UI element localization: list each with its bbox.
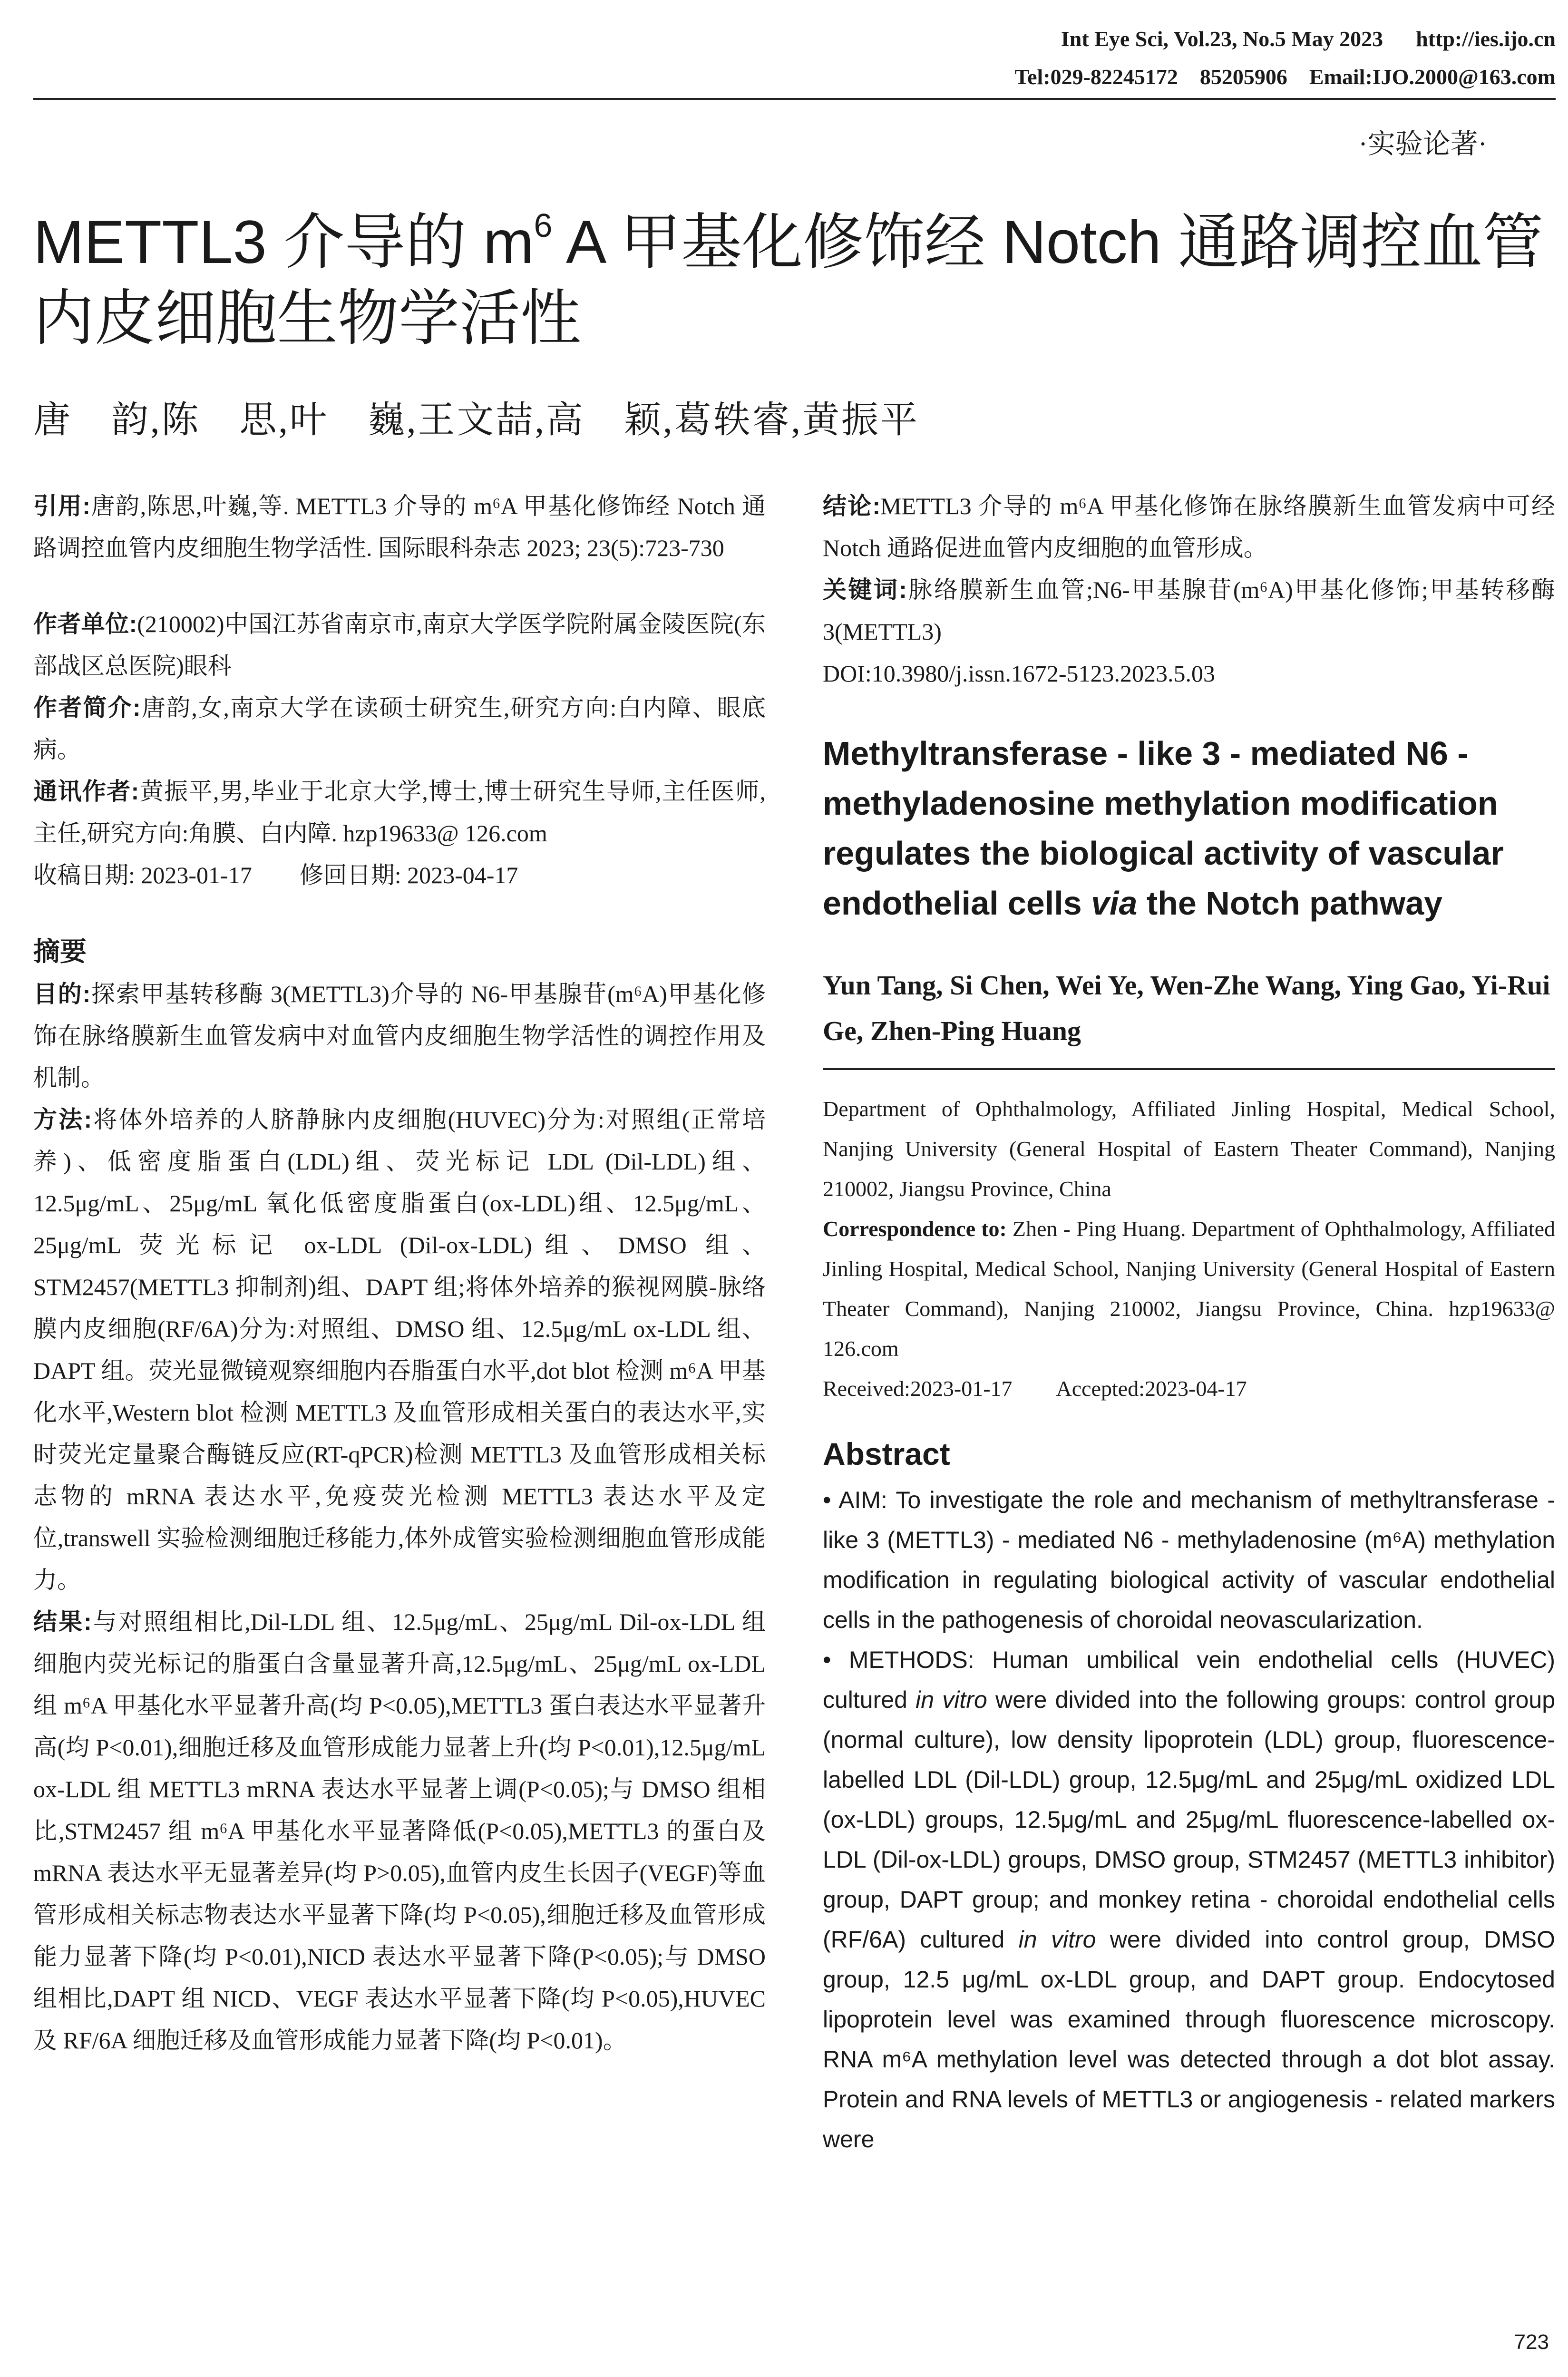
abstract-results-cn — [33, 1601, 766, 2061]
title-part-1: METTL3 介导的 m — [33, 208, 534, 276]
author-list: 唐 韵,陈 思,叶 巍,王文喆,高 颖,葛轶睿,黄振平 — [33, 399, 920, 440]
methods-en-italic-2: in vitro — [1018, 1926, 1096, 1953]
received-dates: 收稿日期: 2023-01-17 修回日期: 2023-04-17 — [33, 862, 518, 888]
aim-text: 探索甲基转移酶 3(METTL3)介导的 N6-甲基腺苷(m⁶A)甲基化修饰在脉络膜新生血管发病中对血管内皮细胞生物学活性的调控作用及机制。 — [33, 981, 766, 1091]
keywords-label: 关键词: — [823, 576, 907, 603]
english-title-part-2: the Notch pathway — [1137, 885, 1443, 922]
author-unit — [33, 603, 766, 687]
affiliation: Department of Ophthalmology, Affiliated Jinling Hospital, Medical School, Nanjing University (General Hospital of Eastern Theater Command), Nanjing 210002, Jiangsu Province, China — [823, 1097, 1555, 1201]
methods-en-part-3: were divided into control group, DMSO group, 12.5 μg/mL ox-LDL group, and DAPT group. Endocytosed lipoprotein level was examined through fluorescence microscopy. RNA m⁶A methylation level was detected through a dot blot assay. Protein and RNA levels of METTL3 or angiogenesis - related markers were — [823, 1926, 1556, 2153]
abstract-aim-cn — [33, 973, 766, 1099]
methods-en-part-2: were divided into the following groups: control group (normal culture), low density lipoprotein (LDL) group, fluorescence-labelled LDL (Dil-LDL) group, 12.5μg/mL and 25μg/mL oxidized LDL (ox-LDL) groups, 12.5μg/mL and 25μg/mL fluorescence-labelled ox-LDL (Dil-ox-LDL) groups, DMSO group, STM2457 (METTL3 inhibitor) group, DAPT group; and monkey retina - choroidal endothelial cells (RF/6A) cultured — [823, 1686, 1555, 1953]
abstract-heading-en: Abstract — [823, 1436, 950, 1471]
english-author-list: Yun Tang, Si Chen, Wei Ye, Wen-Zhe Wang, Ying Gao, Yi-Rui Ge, Zhen-Ping Huang — [823, 970, 1550, 1046]
author-bio — [33, 687, 766, 770]
results-label: 结果: — [33, 1608, 92, 1635]
left-column — [33, 485, 766, 2061]
abstract-conclusion-cn — [823, 485, 1555, 569]
doi: DOI:10.3980/j.issn.1672-5123.2023.5.03 — [823, 660, 1215, 687]
article-title — [33, 205, 1555, 357]
author-bio-text: 唐韵,女,南京大学在读硕士研究生,研究方向:白内障、眼底病。 — [33, 694, 766, 763]
abstract-heading-cn: 摘要 — [33, 936, 87, 966]
keywords-text: 脉络膜新生血管;N6-甲基腺苷(m⁶A)甲基化修饰;甲基转移酶 3(METTL3) — [823, 576, 1555, 645]
abstract-methods-cn — [33, 1099, 766, 1601]
methods-text: 将体外培养的人脐静脉内皮细胞(HUVEC)分为:对照组(正常培养)、低密度脂蛋白(LDL)组、荧光标记 LDL (Dil-LDL)组、12.5μg/mL、25μg/mL 氧化低密度脂蛋白(ox-LDL)组、12.5μg/mL、25μg/mL 荧光标记 ox-LDL (Dil-ox-LDL)组、DMSO 组、STM2457(METTL3 抑制剂)组、DAPT 组;将体外培养的猴视网膜-脉络膜内皮细胞(RF/6A)分为:对照组、DMSO 组、12.5μg/mL ox-LDL 组、DAPT 组。荧光显微镜观察细胞内吞脂蛋白水平,dot blot 检测 m⁶A 甲基化水平,Western blot 检测 METTL3 及血管形成相关蛋白的表达水平,实时荧光定量聚合酶链反应(RT-qPCR)检测 METTL3 及血管形成相关标志物的 mRNA 表达水平,免疫荧光检测 METTL3 表达水平及定位,transwell 实验检测细胞迁移能力,体外成管实验检测细胞血管形成能力。 — [33, 1106, 766, 1593]
english-title-italic: via — [1091, 885, 1138, 922]
corresponding-author-label: 通讯作者: — [33, 778, 139, 805]
affiliation-divider — [823, 1068, 1555, 1070]
english-title — [823, 729, 1555, 928]
conclusion-label: 结论: — [823, 493, 881, 519]
correspondence — [823, 1209, 1555, 1369]
page-number: 723 — [1514, 2330, 1549, 2354]
methods-en-part-1: • METHODS: Human umbilical vein endothelial cells (HUVEC) cultured — [823, 1646, 1555, 1713]
abstract-aim-en: • AIM: To investigate the role and mechanism of methyltransferase - like 3 (METTL3) - mediated N6 - methyladenosine (m⁶A) methylation modification in regulating biological activity of vascular endothelial cells in the pathogenesis of choroidal neovascularization. — [823, 1487, 1555, 1633]
journal-header-line1: Int Eye Sci, Vol.23, No.5 May 2023 http://ies.ijo.cn — [1061, 27, 1556, 51]
title-part-2: A 甲基化修饰经 Notch 通路调控血管内皮细胞生物学活性 — [33, 208, 1544, 352]
correspondence-label: Correspondence to: — [823, 1217, 1007, 1241]
correspondence-text: Zhen - Ping Huang. Department of Ophthalmology, Affiliated Jinling Hospital, Medical School, Nanjing University (General Hospital of Eastern Theater Command), Nanjing 210002, Jiangsu Province, China. hzp19633@ 126.com — [823, 1217, 1555, 1361]
aim-label: 目的: — [33, 981, 91, 1007]
author-unit-text: (210002)中国江苏省南京市,南京大学医学院附属金陵医院(东部战区总医院)眼科 — [33, 611, 766, 679]
section-tag: ·实验论著· — [1358, 128, 1487, 159]
methods-label: 方法: — [33, 1106, 92, 1133]
conclusion-text: METTL3 介导的 m⁶A 甲基化修饰在脉络膜新生血管发病中可经 Notch 通路促进血管内皮细胞的血管形成。 — [823, 493, 1555, 561]
citation-text: 唐韵,陈思,叶巍,等. METTL3 介导的 m⁶A 甲基化修饰经 Notch 通路调控血管内皮细胞生物学活性. 国际眼科杂志 2023; 23(5):723-730 — [33, 493, 766, 561]
english-dates: Received:2023-01-17 Accepted:2023-04-17 — [823, 1376, 1247, 1401]
citation — [33, 485, 766, 569]
results-text: 与对照组相比,Dil-LDL 组、12.5μg/mL、25μg/mL Dil-ox-LDL 组细胞内荧光标记的脂蛋白含量显著升高,12.5μg/mL、25μg/mL ox-LDL 组 m⁶A 甲基化水平显著升高(均 P<0.05),METTL3 蛋白表达水平显著升高(均 P<0.01),细胞迁移及血管形成能力显著上升(均 P<0.01),12.5μg/mL ox-LDL 组 METTL3 mRNA 表达水平显著上调(P<0.05);与 DMSO 组相比,STM2457 组 m⁶A 甲基化水平显著降低(P<0.05),METTL3 的蛋白及 mRNA 表达水平无显著差异(均 P>0.05),血管内皮生长因子(VEGF)等血管形成相关标志物表达水平显著下降(均 P<0.05),细胞迁移及血管形成能力显著下降(均 P<0.01),NICD 表达水平显著下降(P<0.05);与 DMSO 组相比,DAPT 组 NICD、VEGF 表达水平显著下降(均 P<0.05),HUVEC 及 RF/6A 细胞迁移及血管形成能力显著下降(均 P<0.01)。 — [33, 1608, 766, 2054]
keywords-cn — [823, 569, 1555, 653]
author-unit-label: 作者单位: — [33, 611, 137, 637]
journal-header-line2: Tel:029-82245172 85205906 Email:IJO.2000@163.com — [1014, 65, 1556, 89]
methods-en-italic-1: in vitro — [915, 1686, 987, 1713]
abstract-methods-en — [823, 1640, 1555, 2159]
citation-label: 引用: — [33, 493, 90, 519]
english-title-part-1: Methyltransferase - like 3 - mediated N6 - methyladenosine methylation modification regulates the biological activity of vascular endothelial cells — [823, 735, 1504, 922]
header-divider — [33, 98, 1556, 100]
title-superscript: 6 — [534, 207, 553, 244]
right-column — [823, 485, 1555, 2159]
author-bio-label: 作者简介: — [33, 694, 141, 721]
corresponding-author — [33, 770, 766, 854]
corresponding-author-text: 黄振平,男,毕业于北京大学,博士,博士研究生导师,主任医师,主任,研究方向:角膜、白内障. hzp19633@ 126.com — [33, 778, 766, 847]
